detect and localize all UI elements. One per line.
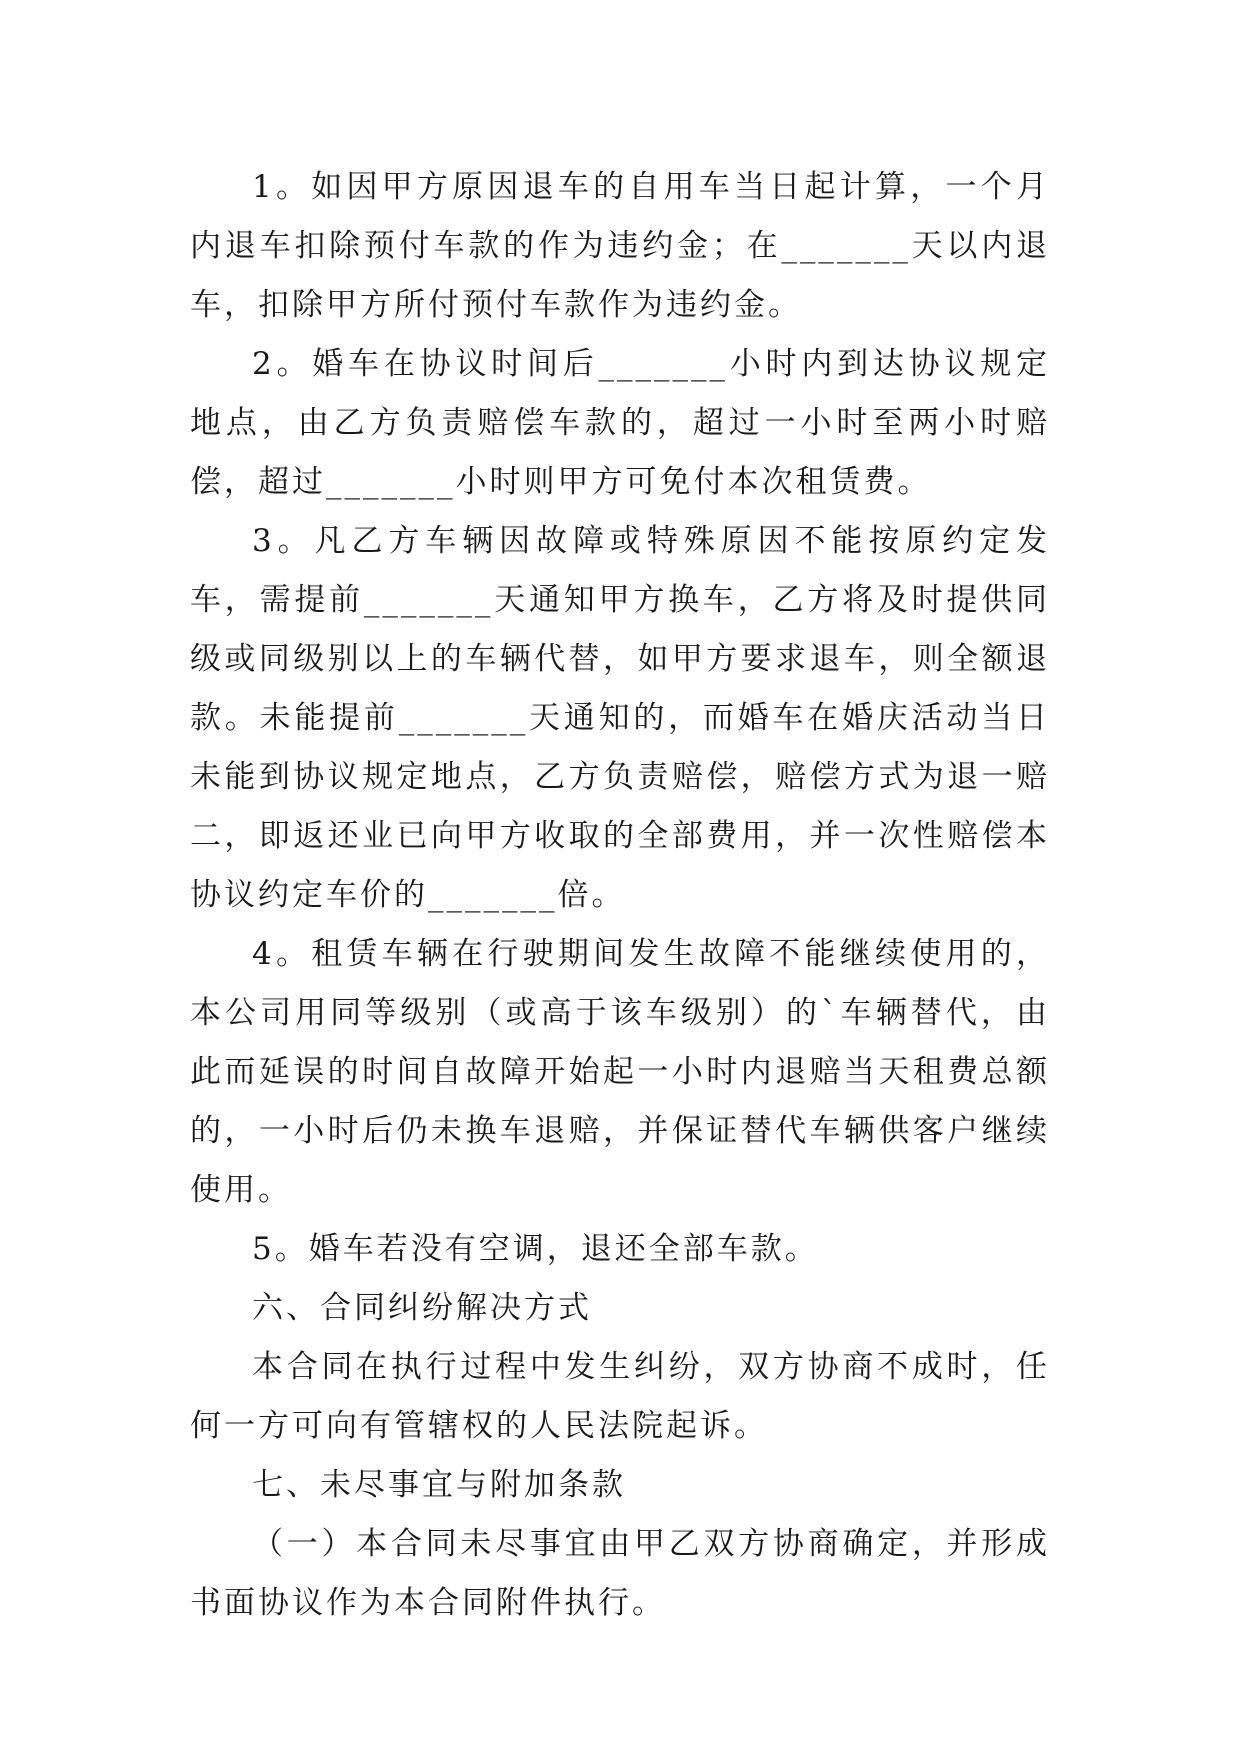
clause-5-paragraph: 5。婚车若没有空调，退还全部车款。 — [252, 1231, 819, 1267]
clause-1-paragraph: 1。如因甲方原因退车的自用车当日起计算，一个月内退车扣除预付车款的作为违约金；在_______天以内退车，扣除甲方所付预付车款作为违约金。 — [190, 169, 1050, 323]
clause-3-paragraph: 3。凡乙方车辆因故障或特殊原因不能按原约定发车，需提前_______天通知甲方换车，乙方将及时提供同级或同级别以上的车辆代替，如甲方要求退车，则全额退款。未能提前_______天通知的，而婚车在婚庆活动当日未能到协议规定地点，乙方负责赔偿，赔偿方式为退一赔二，即返还业已向甲方收取的全部费用，并一次性赔偿本协议约定车价的_______倍。 — [190, 523, 1050, 913]
clause-2-paragraph: 2。婚车在协议时间后_______小时内到达协议规定地点，由乙方负责赔偿车款的，超过一小时至两小时赔偿，超过_______小时则甲方可免付本次租赁费。 — [190, 346, 1050, 500]
section-6-body: 本合同在执行过程中发生纠纷，双方协商不成时，任何一方可向有管辖权的人民法院起诉。 — [190, 1349, 1050, 1444]
section-7-item-1: （一）本合同未尽事宜由甲乙双方协商确定，并形成书面协议作为本合同附件执行。 — [190, 1526, 1050, 1621]
clause-4-paragraph: 4。租赁车辆在行驶期间发生故障不能继续使用的，本公司用同等级别（或高于该车级别）的`车辆替代，由此而延误的时间自故障开始起一小时内退赔当天租费总额的，一小时后仍未换车退赔，并保证替代车辆供客户继续使用。 — [190, 936, 1050, 1208]
section-6-heading: 六、合同纠纷解决方式 — [252, 1290, 592, 1326]
document-page — [190, 158, 1050, 1633]
section-7-heading: 七、未尽事宜与附加条款 — [252, 1467, 626, 1503]
